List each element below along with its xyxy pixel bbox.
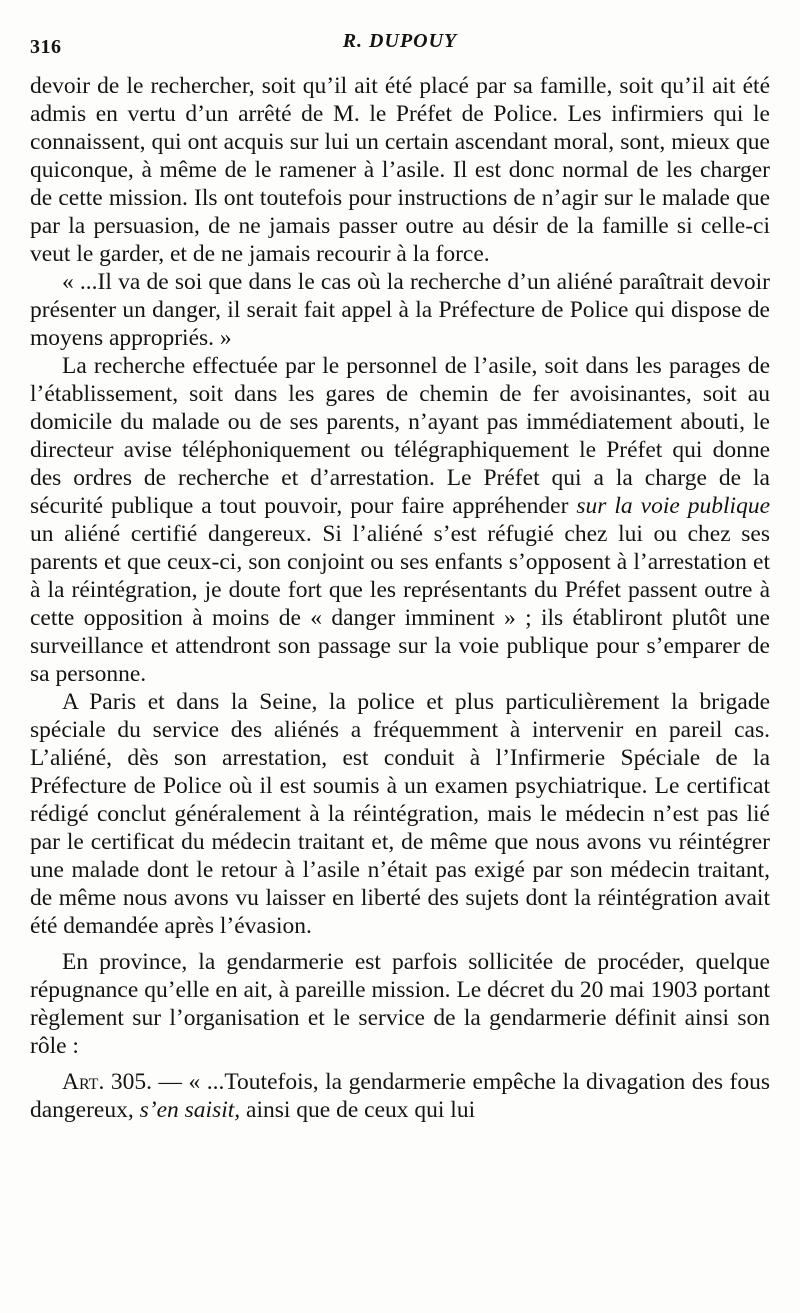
paragraph-3-text-a: La recherche effectuée par le personnel de l’asile, soit dans les parages de l’établissement, soit dans les gares de chemin de fer avoisinantes, soit au domicile du malade ou de ses parents, n’ayant pas immédiatement abouti, le directeur avise téléphoniquement ou télégraphiquement le Préfet qui donne des ordres de recherche et d’arrestation. Le Préfet qui a la charge de la sécurité publique a tout pouvoir, pour faire appréhender: [30, 353, 770, 519]
paragraph-3-italic: sur la voie publique: [576, 493, 770, 519]
paragraph-4-text: A Paris et dans la Seine, la police et plus particulièrement la brigade spéciale du service des aliénés a fréquemment à intervenir en pareil cas. L’aliéné, dès son arrestation, est conduit à l’Infirmerie Spéciale de la Préfecture de Police où il est soumis à un examen psychiatrique. Le certificat rédigé conclut généralement à la réintégration, mais le médecin n’est pas lié par le certificat du médecin traitant et, de même que nous avons vu réintégrer une malade dont le retour à l’asile n’était pas exigé par son médecin traitant, de même nous avons vu laisser en liberté des sujets dont la réintégration avait été demandée après l’évasion.: [30, 689, 770, 939]
paragraph-5: [30, 948, 770, 1060]
paragraph-2-text: « ...Il va de soi que dans le cas où la recherche d’un aliéné paraîtrait devoir présenter un danger, il serait fait appel à la Préfecture de Police qui dispose de moyens appropriés. »: [30, 269, 770, 351]
running-head-author: R. DUPOUY: [342, 30, 458, 52]
paragraph-2-quote: [30, 268, 770, 352]
paragraph-3: [30, 352, 770, 688]
paragraph-4: [30, 688, 770, 940]
paragraph-3-text-b: un aliéné certifié dangereux. Si l’aliéné s’est réfugié chez lui ou chez ses parents et que ceux-ci, son conjoint ou ses enfants s’opposent à l’arrestation et à la réintégration, je doute fort que les représentants du Préfet passent outre à cette opposition à moins de « danger imminent » ; ils établiront plutôt une surveillance et attendront son passage sur la voie publique pour s’emparer de sa personne.: [30, 521, 770, 687]
paragraph-6-text-b: ainsi que de ceux qui lui: [240, 1097, 476, 1123]
paragraph-5-text: En province, la gendarmerie est parfois sollicitée de procéder, quelque répugnance qu’elle en ait, à pareille mission. Le décret du 20 mai 1903 portant règlement sur l’organisation et le service de la gendarmerie définit ainsi son rôle :: [30, 949, 770, 1059]
paragraph-1: [30, 72, 770, 268]
paragraph-6-article: [30, 1068, 770, 1124]
body-text: [30, 72, 770, 1124]
page-number: 316: [30, 36, 62, 58]
paragraph-6-italic: s’en saisit,: [139, 1097, 241, 1123]
paragraph-1-text: devoir de le rechercher, soit qu’il ait été placé par sa famille, soit qu’il ait été admis en vertu d’un arrêté de M. le Préfet de Police. Les infirmiers qui le connaissent, qui ont acquis sur lui un certain ascendant moral, sont, mieux que quiconque, à même de le ramener à l’asile. Il est donc normal de les charger de cette mission. Ils ont toutefois pour instructions de n’agir sur le malade que par la persuasion, de ne jamais passer outre au désir de la famille si celle-ci veut le garder, et de ne jamais recourir à la force.: [30, 73, 770, 267]
article-label: Art. 305.: [62, 1069, 152, 1095]
paragraph-6-text-a: — « ...Toutefois, la gendarmerie empêche la divagation des fous dangereux,: [30, 1069, 770, 1123]
page-header: [30, 30, 770, 60]
